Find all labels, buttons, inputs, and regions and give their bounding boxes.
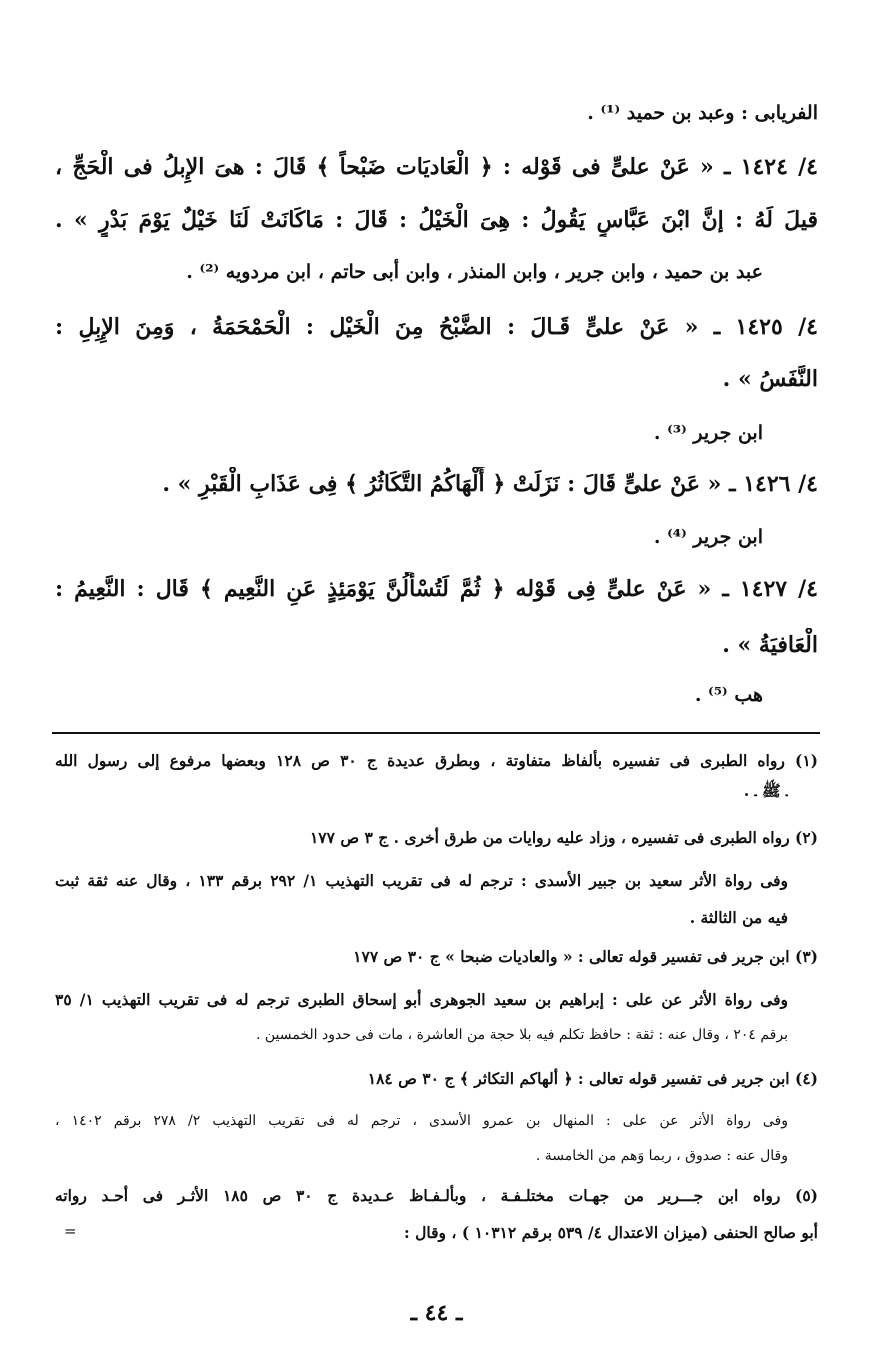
- source-line-1426: ابن جرير ⁽⁴⁾ .: [653, 526, 763, 548]
- footnote-1-line-1: (١) رواه الطبرى فى تفسيره بألفاظ متفاوتة ، وبطرق عديدة ج ٣٠ ص ١٢٨ وبعضها مرفوع إلى رسول الله: [55, 751, 818, 770]
- hadith-1424-line-2: قيلَ لَهُ : إنَّ ابْنَ عَبَّاسٍ يَقُولُ : هِىَ الْخَيْلُ : قَالَ : مَاكَانَتْ لَنَا خَيْلٌ يَوْمَ بَدْرٍ » .: [55, 207, 818, 233]
- footnote-3-line-1: (٣) ابن جرير فى تفسير قوله تعالى : « والعاديات ضبحا » ج ٣٠ ص ١٧٧: [353, 947, 818, 966]
- footnote-5-line-1: (٥) رواه ابن جـــرير من جهـات مختلـفـة ، وبألـفـاظ عـديدة ج ٣٠ ص ١٨٥ الأثـر فى أحـد رواته: [55, 1186, 818, 1205]
- footnote-3-line-3: برقم ٢٠٤ ، وقال عنه : ثقة : حافظ تكلم فيه بلا حجة من العاشرة ، مات فى حدود الخمسين .: [255, 1027, 788, 1043]
- footnote-2-line-2: وفى رواة الأثر سعيد بن جبير الأسدى : ترجم له فى تقريب التهذيب ١/ ٢٩٢ برقم ١٣٣ ، وقال عنه ثقة ثبت: [55, 871, 788, 890]
- continuation-mark: =: [64, 1222, 77, 1240]
- hadith-1427-line-2: الْعَافيَةُ » .: [722, 632, 818, 658]
- source-line-1424: عبد بن حميد ، وابن جرير ، وابن المنذر ، وابن أبى حاتم ، ابن مردويه ⁽²⁾ .: [186, 261, 763, 283]
- footnote-4-line-1: (٤) ابن جرير فى تفسير قوله تعالى : ﴿ ألهاكم التكاثر ﴾ ج ٣٠ ص ١٨٤: [367, 1069, 818, 1088]
- hadith-1425-line-1: ٤/ ١٤٢٥ ـ « عَنْ علىٍّ قَـالَ : الضَّبْحُ مِنَ الْخَيْل : الْحَمْحَمَةُ ، وَمِنَ الإِبِلِ :: [55, 314, 818, 340]
- footnote-2-line-1: (٢) رواه الطبرى فى تفسيره ، وزاد عليه روايات من طرق أخرى . ج ٣ ص ١٧٧: [309, 828, 818, 847]
- footnote-4-line-3: وقال عنه : صدوق ، ربما وَهم من الخامسة .: [535, 1148, 788, 1164]
- hadith-1425-line-2: النَّفَسُ » .: [722, 366, 818, 392]
- page-number: ـ ٤٤ ـ: [410, 1300, 463, 1326]
- source-line-1425: ابن جرير ⁽³⁾ .: [653, 422, 763, 444]
- footnote-5-line-2: أبو صالح الحنفى (ميزان الاعتدال ٤/ ٥٣٩ برقم ١٠٣١٢ ) ، وقال :: [404, 1223, 818, 1242]
- hadith-1424-line-1: ٤/ ١٤٢٤ ـ « عَنْ علىٍّ فى قَوْله : ﴿ الْعَاديَات ضَبْحاً ﴾ قَالَ : هىَ الإِبلُ فى الْحَجِّ ،: [55, 154, 818, 180]
- footnote-3-line-2: وفى رواة الأثر عن على : إبراهيم بن سعيد الجوهرى أبو إسحاق الطبرى ترجم له فى تقريب التهذيب ١/ ٣٥: [55, 990, 788, 1009]
- hadith-1426-line: ٤/ ١٤٢٦ ـ « عَنْ علىٍّ قَالَ : نَزَلَتْ ﴿ أَلْهَاكُمُ التَّكَاثُرُ ﴾ فِى عَذَابِ الْقَبْرِ » .: [162, 471, 818, 497]
- footnote-2-line-3: فيه من الثالثة .: [689, 908, 788, 927]
- hadith-1427-line-1: ٤/ ١٤٢٧ ـ « عَنْ علىٍّ فِى قَوْله ﴿ ثُمَّ لَتُسْأَلُنَّ يَوْمَئِذٍ عَنِ النَّعِيم ﴾ قَال : النَّعِيمُ :: [55, 576, 818, 602]
- footnote-divider: [52, 732, 820, 734]
- source-line-1427: هب ⁽⁵⁾ .: [694, 684, 763, 706]
- footnote-4-line-2: وفى رواة الأثر عن على : المنهال بن عمرو الأسدى ، ترجم له فى تقريب التهذيب ٢/ ٢٧٨ برقم ١٤٠٢ ،: [55, 1113, 788, 1129]
- source-line-faryabi: الفريابى : وعبد بن حميد ⁽¹⁾ .: [587, 102, 818, 124]
- footnote-1-line-2: ـ ﷺ ـ .: [743, 781, 788, 800]
